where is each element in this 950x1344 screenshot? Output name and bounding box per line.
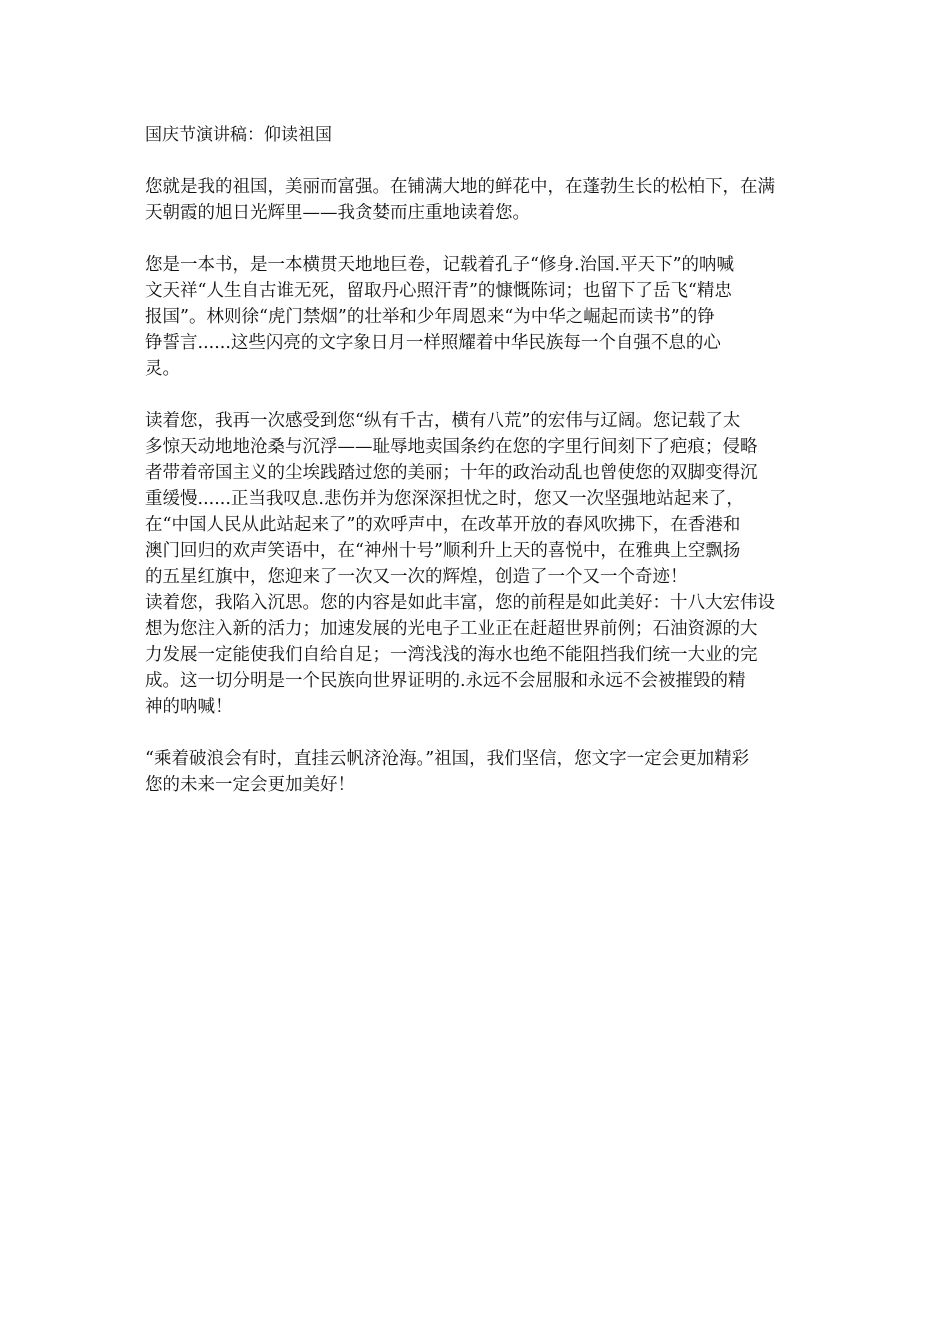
paragraph-line: 的五星红旗中，您迎来了一次又一次的辉煌，创造了一个又一个奇迹！: [145, 567, 688, 587]
paragraph-line: 读着您，我再一次感受到您“纵有千古，横有八荒”的宏伟与辽阔。您记载了太: [145, 411, 741, 431]
paragraph-line: 读着您，我陷入沉思。您的内容是如此丰富，您的前程是如此美好：十八大宏伟设: [145, 593, 775, 613]
paragraph-line: “乘着破浪会有时，直挂云帆济沧海。”祖国，我们坚信，您文字一定会更加精彩: [145, 749, 750, 769]
paragraph-line: 您是一本书，是一本横贯天地地巨卷，记载着孔子“修身.治国.平天下”的呐喊: [145, 255, 735, 275]
paragraph-line: 您就是我的祖国，美丽而富强。在铺满大地的鲜花中，在蓬勃生长的松柏下，在满: [145, 177, 775, 197]
paragraph-line: 澳门回归的欢声笑语中，在“神州十号”顺利升上天的喜悦中，在雅典上空飘扬: [145, 541, 741, 561]
paragraph-line: 者带着帝国主义的尘埃践踏过您的美丽；十年的政治动乱也曾使您的双脚变得沉: [145, 463, 758, 483]
paragraph-line: 想为您注入新的活力；加速发展的光电子工业正在赶超世界前例；石油资源的大: [145, 619, 758, 639]
paragraph-line: 神的呐喊！: [145, 697, 233, 717]
paragraph-4: [145, 590, 815, 720]
paragraph-5: [145, 746, 815, 798]
paragraph-line: 天朝霞的旭日光辉里——我贪婪而庄重地读着您。: [145, 203, 530, 223]
paragraph-1: [145, 174, 815, 226]
paragraph-line: 灵。: [145, 359, 180, 379]
document-body: [145, 122, 815, 824]
paragraph-line: 成。这一切分明是一个民族向世界证明的.永远不会屈服和永远不会被摧毁的精: [145, 671, 746, 691]
paragraph-2: [145, 252, 815, 382]
paragraph-line: 多惊天动地地沧桑与沉浮——耻辱地卖国条约在您的字里行间刻下了疤痕；侵略: [145, 437, 758, 457]
paragraph-3: [145, 408, 815, 590]
paragraph-line: 铮誓言......这些闪亮的文字象日月一样照耀着中华民族每一个自强不息的心: [145, 333, 721, 353]
paragraph-line: 重缓慢......正当我叹息.悲伤并为您深深担忧之时，您又一次坚强地站起来了，: [145, 489, 744, 509]
paragraph-line: 文天祥“人生自古谁无死，留取丹心照汗青”的慷慨陈词；也留下了岳飞“精忠: [145, 281, 732, 301]
paragraph-line: 力发展一定能使我们自给自足；一湾浅浅的海水也绝不能阻挡我们统一大业的完: [145, 645, 758, 665]
paragraph-line: 在“中国人民从此站起来了”的欢呼声中，在改革开放的春风吹拂下，在香港和: [145, 515, 741, 535]
paragraph-line: 您的未来一定会更加美好！: [145, 775, 355, 795]
document-title: 国庆节演讲稿：仰读祖国: [145, 125, 332, 145]
paragraph-line: 报国”。林则徐“虎门禁烟”的壮举和少年周恩来“为中华之崛起而读书”的铮: [145, 307, 715, 327]
